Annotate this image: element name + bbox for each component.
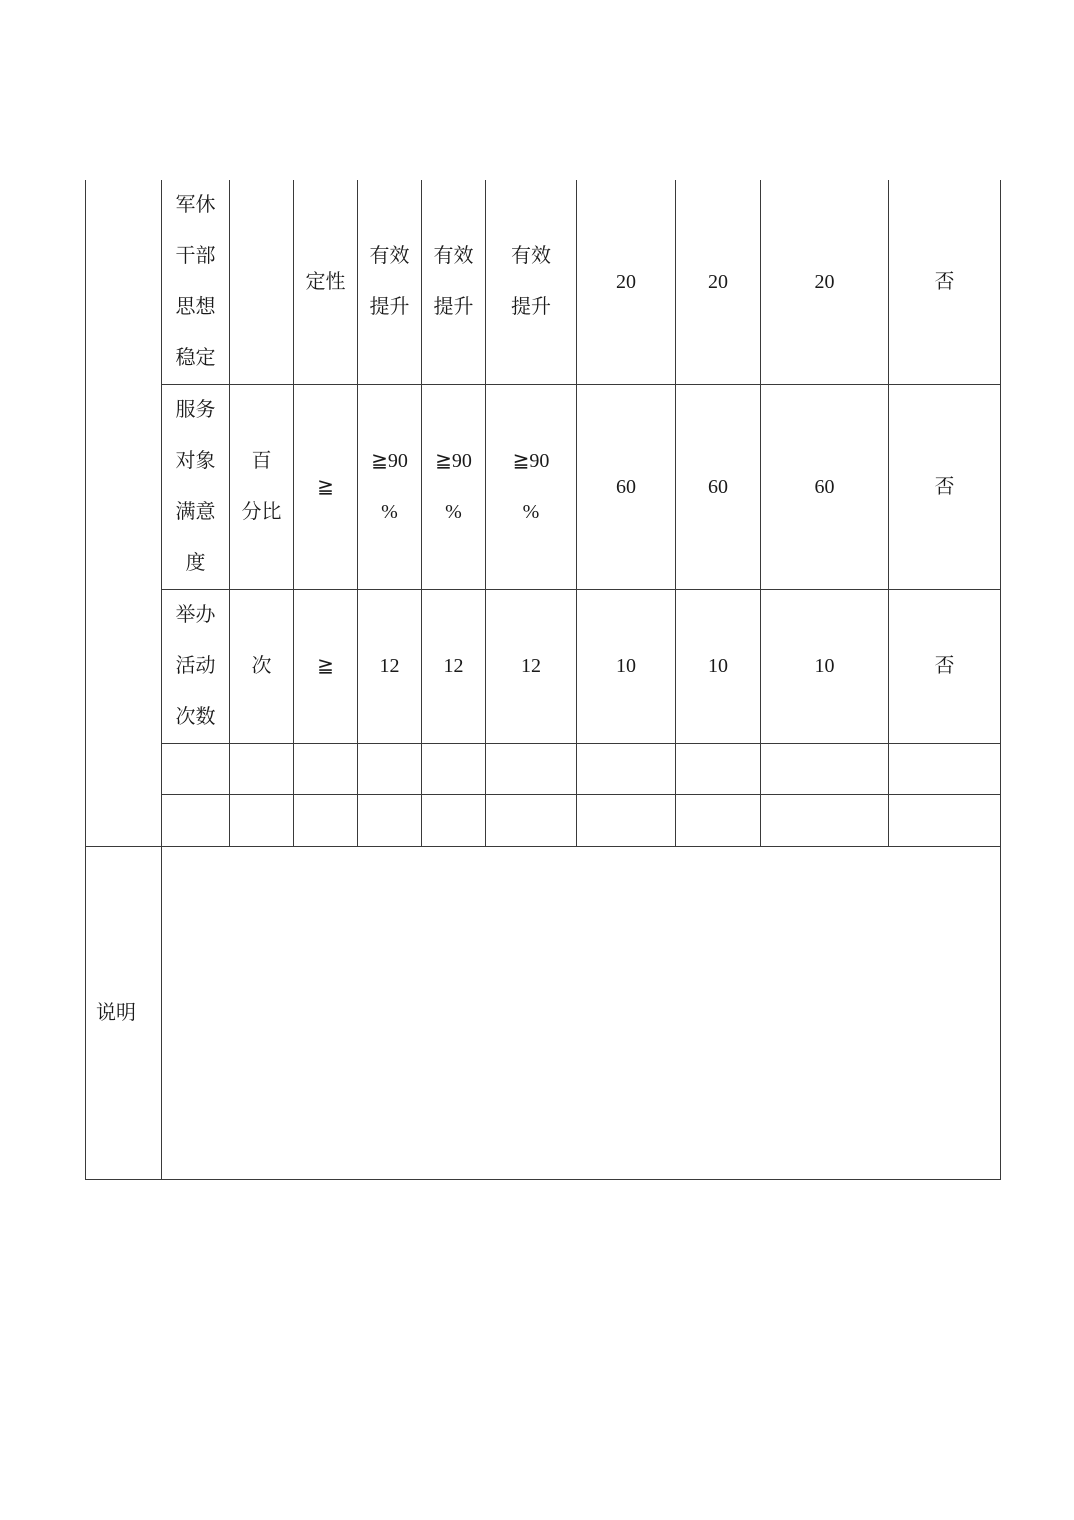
score-cell: 10 [676,590,761,744]
score-cell: 60 [761,385,889,590]
unit-cell: 次 [230,590,294,744]
score-cell: 10 [577,590,676,744]
note-label: 说明 [86,847,162,1180]
value-cell: 有效 提升 [358,180,422,385]
score-cell: 20 [676,180,761,385]
empty-row [86,795,1001,847]
operator-cell: ≧ [294,590,358,744]
score-cell: 60 [676,385,761,590]
flag-cell: 否 [889,590,1001,744]
score-cell: 20 [761,180,889,385]
indicator-cell: 军休 干部 思想 稳定 [162,180,230,385]
note-content [162,847,1001,1180]
operator-cell: 定性 [294,180,358,385]
score-cell: 10 [761,590,889,744]
performance-table [85,180,1001,1180]
table-row [86,590,1001,744]
unit-cell [230,180,294,385]
value-cell: ≧90 % [422,385,486,590]
category-cell [86,180,162,847]
table-row [86,385,1001,590]
value-cell: 有效 提升 [422,180,486,385]
unit-cell: 百 分比 [230,385,294,590]
value-cell: ≧90 % [486,385,577,590]
table-row [86,180,1001,385]
indicator-cell: 服务 对象 满意 度 [162,385,230,590]
operator-cell: ≧ [294,385,358,590]
flag-cell: 否 [889,180,1001,385]
value-cell: 12 [486,590,577,744]
score-cell: 20 [577,180,676,385]
value-cell: 12 [422,590,486,744]
indicator-cell: 举办 活动 次数 [162,590,230,744]
note-row [86,847,1001,1180]
empty-row [86,744,1001,795]
value-cell: 12 [358,590,422,744]
value-cell: ≧90 % [358,385,422,590]
score-cell: 60 [577,385,676,590]
value-cell: 有效 提升 [486,180,577,385]
flag-cell: 否 [889,385,1001,590]
